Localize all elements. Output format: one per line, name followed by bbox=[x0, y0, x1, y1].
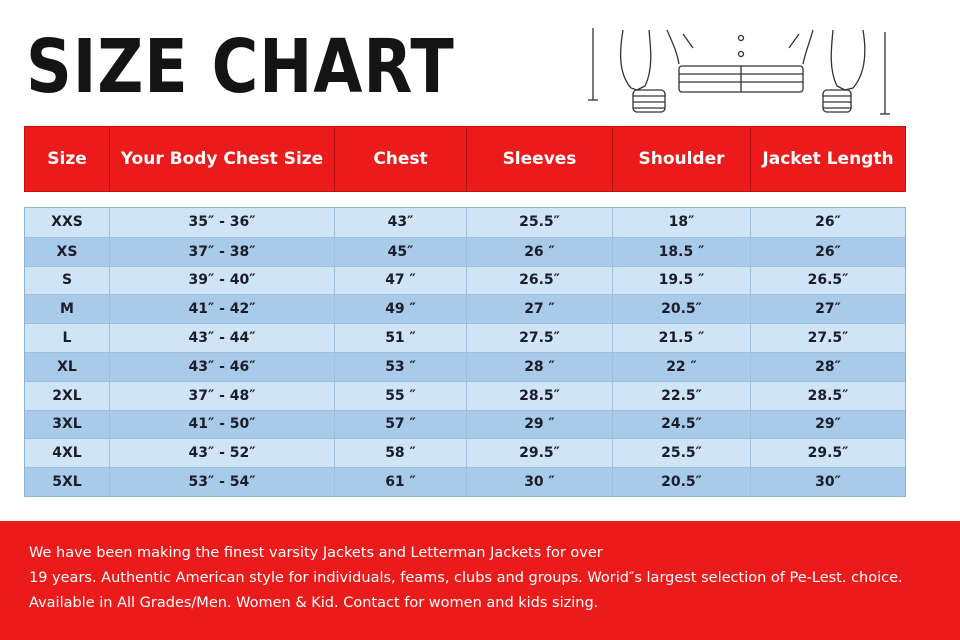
cell-size: 3XL bbox=[25, 411, 110, 439]
cell-body-chest: 37″ - 38″ bbox=[110, 238, 335, 266]
header-sleeves: Sleeves bbox=[467, 127, 613, 191]
cell-jacket-length: 26″ bbox=[815, 243, 841, 260]
cell-sleeves: 30 ″ bbox=[467, 468, 613, 496]
cell-size: XXS bbox=[25, 208, 110, 237]
table-row bbox=[25, 410, 905, 439]
cell-jacket-length: 28″ bbox=[815, 358, 841, 375]
cell-shoulder: 18″ bbox=[613, 208, 751, 237]
cell-body-chest: 39″ - 40″ bbox=[110, 267, 335, 295]
cell-sleeves: 28.5″ bbox=[467, 382, 613, 410]
cell-jacket-length: 28.5″ bbox=[807, 387, 849, 404]
cell-shoulder: 22 ″ bbox=[613, 353, 751, 381]
cell-sleeves: 28 ″ bbox=[467, 353, 613, 381]
cell-jacket-length: 30″ bbox=[815, 474, 841, 491]
cell-size: 5XL bbox=[25, 468, 110, 496]
cell-sleeves: 25.5″ bbox=[467, 208, 613, 237]
cell-body-chest: 43″ - 46″ bbox=[110, 353, 335, 381]
header-jacket-length: Jacket Length bbox=[762, 149, 894, 169]
cell-body-chest: 37″ - 48″ bbox=[110, 382, 335, 410]
cell-jacket-length: 26.5″ bbox=[807, 272, 849, 289]
cell-body-chest: 43″ - 44″ bbox=[110, 324, 335, 352]
cell-jacket-length: 29.5″ bbox=[807, 445, 849, 462]
footer-line: We have been making the finest varsity Jackets and Letterman Jackets for over bbox=[29, 545, 603, 561]
table-row bbox=[25, 266, 905, 295]
footer-banner bbox=[0, 521, 960, 640]
cell-size: 2XL bbox=[25, 382, 110, 410]
table-row bbox=[25, 381, 905, 410]
page-title: SIZE CHART bbox=[26, 24, 455, 110]
cell-size: S bbox=[25, 267, 110, 295]
footer-line: Available in All Grades/Men. Women & Kid. Contact for women and kids sizing. bbox=[29, 595, 599, 611]
table-row bbox=[25, 323, 905, 352]
cell-shoulder: 25.5″ bbox=[613, 439, 751, 467]
cell-chest: 55 ″ bbox=[335, 382, 467, 410]
cell-size: M bbox=[25, 295, 110, 323]
size-chart-header-row bbox=[24, 126, 906, 192]
cell-body-chest: 41″ - 42″ bbox=[110, 295, 335, 323]
cell-size: XL bbox=[25, 353, 110, 381]
cell-shoulder: 22.5″ bbox=[613, 382, 751, 410]
cell-sleeves: 27.5″ bbox=[467, 324, 613, 352]
table-row bbox=[25, 208, 905, 237]
cell-sleeves: 29 ″ bbox=[467, 411, 613, 439]
cell-jacket-length: 27.5″ bbox=[807, 330, 849, 347]
cell-jacket-length: 29″ bbox=[815, 416, 841, 433]
varsity-jacket-icon bbox=[585, 24, 895, 124]
cell-size: L bbox=[25, 324, 110, 352]
cell-size: 4XL bbox=[25, 439, 110, 467]
cell-chest: 43″ bbox=[335, 208, 467, 237]
size-chart-table bbox=[24, 207, 906, 497]
cell-sleeves: 29.5″ bbox=[467, 439, 613, 467]
cell-chest: 51 ″ bbox=[335, 324, 467, 352]
table-row bbox=[25, 294, 905, 323]
cell-shoulder: 21.5 ″ bbox=[613, 324, 751, 352]
cell-sleeves: 26.5″ bbox=[467, 267, 613, 295]
cell-chest: 57 ″ bbox=[335, 411, 467, 439]
header-size: Size bbox=[25, 127, 110, 191]
cell-size: XS bbox=[25, 238, 110, 266]
cell-chest: 53 ″ bbox=[335, 353, 467, 381]
cell-chest: 49 ″ bbox=[335, 295, 467, 323]
table-row bbox=[25, 352, 905, 381]
cell-shoulder: 20.5″ bbox=[613, 295, 751, 323]
footer-line: 19 years. Authentic American style for individuals, feams, clubs and groups. Worid″s largest selection of Pe-Lest. choice. bbox=[29, 570, 903, 586]
cell-body-chest: 35″ - 36″ bbox=[110, 208, 335, 237]
table-row bbox=[25, 237, 905, 266]
header-body-chest-size: Your Body Chest Size bbox=[110, 127, 335, 191]
cell-jacket-length: 26″ bbox=[815, 214, 841, 231]
cell-body-chest: 41″ - 50″ bbox=[110, 411, 335, 439]
cell-jacket-length: 27″ bbox=[815, 301, 841, 318]
cell-sleeves: 27 ″ bbox=[467, 295, 613, 323]
header-shoulder: Shoulder bbox=[613, 127, 751, 191]
header-chest: Chest bbox=[335, 127, 467, 191]
cell-shoulder: 19.5 ″ bbox=[613, 267, 751, 295]
cell-shoulder: 18.5 ″ bbox=[613, 238, 751, 266]
cell-shoulder: 24.5″ bbox=[613, 411, 751, 439]
cell-chest: 61 ″ bbox=[335, 468, 467, 496]
cell-body-chest: 43″ - 52″ bbox=[110, 439, 335, 467]
cell-shoulder: 20.5″ bbox=[613, 468, 751, 496]
cell-chest: 47 ″ bbox=[335, 267, 467, 295]
table-row bbox=[25, 438, 905, 467]
cell-sleeves: 26 ″ bbox=[467, 238, 613, 266]
table-row bbox=[25, 467, 905, 496]
cell-chest: 45″ bbox=[335, 238, 467, 266]
cell-chest: 58 ″ bbox=[335, 439, 467, 467]
cell-body-chest: 53″ - 54″ bbox=[110, 468, 335, 496]
